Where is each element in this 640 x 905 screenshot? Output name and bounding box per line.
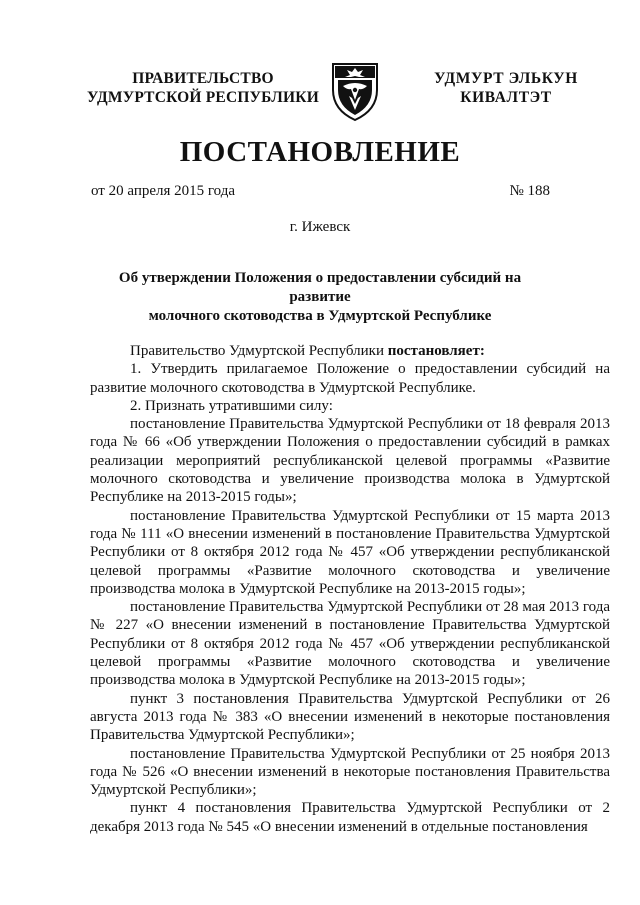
org-name-udmurt-line1: УДМУРТ ЭЛЬКУН [434,70,578,87]
document-subject-line2: молочного скотоводства в Удмуртской Республике [148,308,492,324]
body-paragraph: постановление Правительства Удмуртской Республики от 15 марта 2013 года № 111 «О внесении изменений в постановление Правительства Удмуртской Республики от 8 октября 2012 года № 457 «Об утверждении республиканской целевой программы «Развитие молочного скотоводства и увеличение производства молока в Удмуртской Республике на 2013-2015 годы»; [90,507,610,597]
document-number: № 188 [509,183,550,199]
org-name-udmurt [418,69,594,107]
org-name-russian-line1: ПРАВИТЕЛЬСТВО [132,70,274,87]
resolution-lead-text: Правительство Удмуртской Республики [130,343,388,359]
body-paragraph: пункт 4 постановления Правительства Удмуртской Республики от 2 декабря 2013 года № 545 «О внесении изменений в отдельные постановления [90,800,610,835]
document-date: от 20 апреля 2015 года [91,183,236,199]
resolution-lead [90,342,610,360]
resolution-lead-verb: постановляет: [387,343,485,359]
body-paragraph: 2. Признать утратившими силу: [130,397,333,414]
body-paragraph: 1. Утвердить прилагаемое Положение о предоставлении субсидий на развитие молочного скотоводства в Удмуртской Республике. [90,361,610,396]
document-subject-line1: Об утверждении Положения о предоставлении субсидий на развитие [118,270,522,305]
body-paragraph: постановление Правительства Удмуртской Республики от 28 мая 2013 года № 227 «О внесении изменений в постановление Правительства Удмуртской Республики от 8 октября 2012 года № 457 «Об утверждении республиканской целевой программы «Развитие молочного скотоводства и увеличение производства молока в Удмуртской Республике на 2013-2015 годы»; [90,599,610,689]
coat-of-arms-icon [329,60,381,122]
org-name-russian-line2: УДМУРТСКОЙ РЕСПУБЛИКИ [87,89,319,106]
body-paragraph: постановление Правительства Удмуртской Республики от 18 февраля 2013 года № 66 «Об утверждении Положения о предоставлении субсидий в рамках реализации мероприятий республиканской целевой программы «Развитие молочного скотоводства и увеличение производства молока в Удмуртской Республике на 2013-2015 годы»; [90,416,610,506]
body-paragraph: постановление Правительства Удмуртской Республики от 25 ноября 2013 года № 526 «О внесении изменений в некоторые постановления Правительства Удмуртской Республики»; [90,745,610,799]
org-name-udmurt-line2: КИВАЛТЭТ [460,89,552,106]
document-type-title: ПОСТАНОВЛЕНИЕ [179,136,461,168]
document-subject [110,269,530,326]
org-name-russian [84,69,322,107]
body-paragraph: пункт 3 постановления Правительства Удмуртской Республики от 26 августа 2013 года № 383 «О внесении изменений в некоторые постановления Правительства Удмуртской Республики»; [90,690,610,744]
document-city: г. Ижевск [289,219,351,235]
document-body [90,342,610,836]
